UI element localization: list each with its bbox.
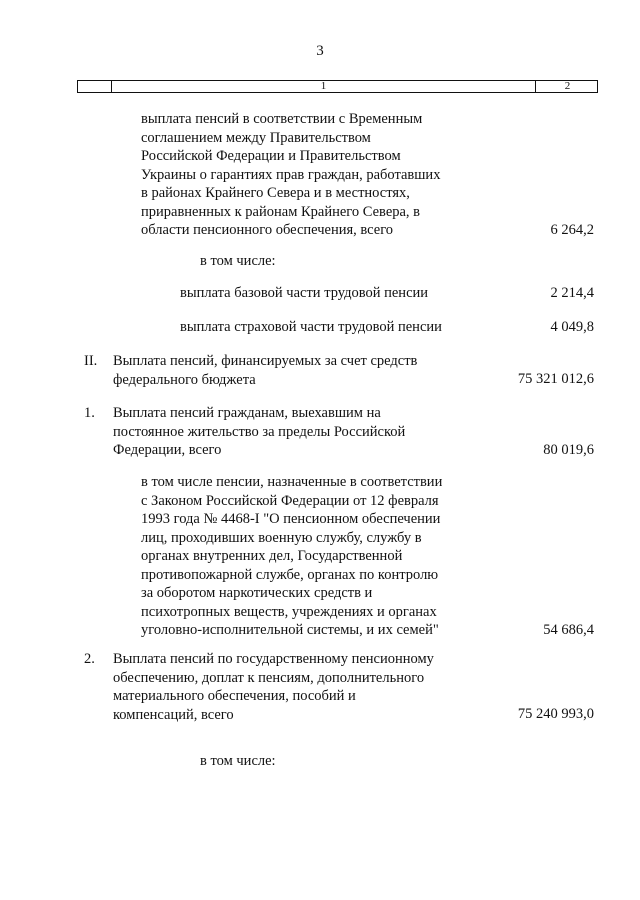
item-text (141, 473, 442, 640)
item-text (113, 352, 417, 389)
text-line: органах внутренних дел, Государственной (141, 548, 403, 564)
item-text (180, 284, 428, 303)
text-line: противопожарной службе, органах по контролю (141, 566, 439, 583)
text-line: Выплата пенсий по государственному пенсионному (113, 651, 434, 667)
subheading (200, 252, 276, 271)
item-number: 1. (84, 405, 95, 421)
item-amount: 75 321 012,6 (517, 371, 594, 387)
text-line: выплата страховой части трудовой пенсии (180, 319, 442, 335)
text-line: компенсаций, всего (113, 706, 234, 723)
text-line: области пенсионного обеспечения, всего (141, 222, 394, 238)
header-col-2: 2 (535, 81, 599, 92)
header-col-1: 1 (111, 81, 535, 92)
page-number: 3 (316, 43, 324, 59)
text-line: за оборотом наркотических средств и (141, 585, 373, 601)
item-number: 2. (84, 651, 95, 667)
item-amount: 6 264,2 (550, 222, 594, 238)
item-amount: 75 240 993,0 (517, 706, 594, 722)
text-line: материального обеспечения, пособий и (113, 688, 356, 704)
item-text (113, 650, 434, 724)
item-amount: 2 214,4 (550, 285, 594, 301)
subheading (200, 752, 276, 771)
text-line: Выплата пенсий гражданам, выехавшим на (113, 405, 381, 421)
text-line: с Законом Российской Федерации от 12 февраля (141, 492, 439, 509)
text-line: в том числе: (200, 753, 276, 769)
text-line: Федерации, всего (113, 442, 222, 458)
text-line: лиц, проходивших военную службу, службу в (141, 529, 422, 546)
text-line: в районах Крайнего Севера и в местностях, (141, 185, 410, 201)
text-line: Украины о гарантиях прав граждан, работавших (141, 166, 441, 183)
table-header-row (77, 80, 598, 93)
text-line: психотропных веществ, учреждениях и органах (141, 603, 437, 620)
text-line: приравненных к районам Крайнего Севера, в (141, 203, 421, 220)
item-text (113, 404, 405, 460)
item-amount: 80 019,6 (543, 442, 594, 458)
text-line: в том числе пенсии, назначенные в соответствии (141, 474, 443, 490)
text-line: в том числе: (200, 253, 276, 269)
text-line: постоянное жительство за пределы Российской (113, 423, 406, 440)
text-line: Выплата пенсий, финансируемых за счет средств (113, 353, 418, 369)
item-text (180, 318, 442, 337)
text-line: выплата базовой части трудовой пенсии (180, 285, 429, 301)
text-line: соглашением между Правительством (141, 129, 371, 146)
item-amount: 4 049,8 (550, 319, 594, 335)
text-line: федерального бюджета (113, 371, 256, 388)
section-number: II. (84, 353, 98, 369)
text-line: Российской Федерации и Правительством (141, 148, 401, 164)
item-amount: 54 686,4 (543, 622, 594, 638)
text-line: обеспечению, доплат к пенсиям, дополнительного (113, 669, 425, 686)
text-line: выплата пенсий в соответствии с Временным (141, 111, 423, 127)
text-line: 1993 года № 4468-I "О пенсионном обеспечении (141, 511, 441, 527)
text-line: уголовно-исполнительной системы, и их семей" (141, 622, 439, 638)
item-text (141, 110, 440, 240)
